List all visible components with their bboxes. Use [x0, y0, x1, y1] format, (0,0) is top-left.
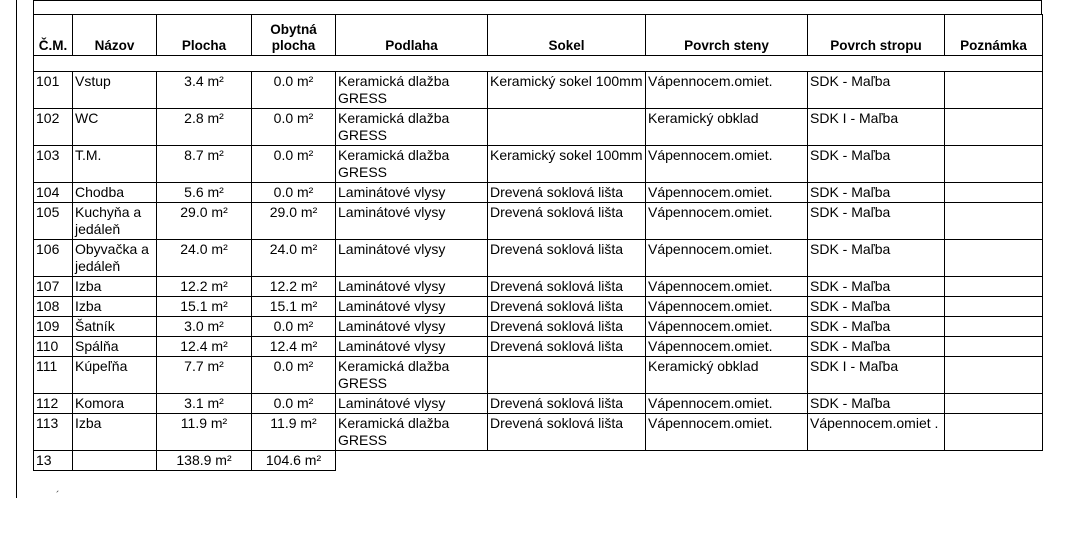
room-number: 102: [34, 109, 73, 146]
room-number: 108: [34, 297, 73, 317]
table-row: [34, 240, 1043, 277]
room-number: 113: [34, 414, 73, 451]
table-row: [34, 146, 1043, 183]
room-number: 110: [34, 337, 73, 357]
room-name: WC: [73, 109, 157, 146]
room-name: Šatník: [73, 317, 157, 337]
wall-finish: Keramický obklad: [646, 357, 808, 394]
table-row: [34, 414, 1043, 451]
header-row: [34, 15, 1043, 56]
room-number: 103: [34, 146, 73, 183]
table-row: [34, 317, 1043, 337]
room-living-area: 0.0 m²: [252, 317, 336, 337]
column-header-name: Názov: [73, 15, 157, 56]
room-number: 105: [34, 203, 73, 240]
room-name: Komora: [73, 394, 157, 414]
table-row: [34, 72, 1043, 109]
room-name: Chodba: [73, 183, 157, 203]
room-area: 2.8 m²: [157, 109, 252, 146]
column-header-area: Plocha: [157, 15, 252, 56]
room-living-area: 15.1 m²: [252, 297, 336, 317]
room-note: [945, 240, 1043, 277]
column-header-number: Č.M.: [34, 15, 73, 56]
room-note: [945, 357, 1043, 394]
table-row: [34, 297, 1043, 317]
room-living-area: 0.0 m²: [252, 394, 336, 414]
room-name: T.M.: [73, 146, 157, 183]
room-note: [945, 317, 1043, 337]
wall-finish: Vápennocem.omiet.: [646, 183, 808, 203]
skirting: Drevená soklová lišta: [488, 203, 646, 240]
room-number: 107: [34, 277, 73, 297]
skirting: Drevená soklová lišta: [488, 183, 646, 203]
room-area: 29.0 m²: [157, 203, 252, 240]
ceiling-finish: SDK - Maľba: [808, 203, 945, 240]
wall-finish: Vápennocem.omiet.: [646, 297, 808, 317]
floor-finish: Keramická dlažba GRESS: [336, 72, 488, 109]
ceiling-finish: SDK - Maľba: [808, 146, 945, 183]
ceiling-finish: SDK - Maľba: [808, 72, 945, 109]
total-name-cell: [73, 451, 157, 471]
table-row: [34, 203, 1043, 240]
room-number: 109: [34, 317, 73, 337]
room-number: 106: [34, 240, 73, 277]
room-number: 111: [34, 357, 73, 394]
room-number: 101: [34, 72, 73, 109]
ceiling-finish: SDK - Maľba: [808, 337, 945, 357]
skirting: Drevená soklová lišta: [488, 277, 646, 297]
table-top-left-tick: [33, 0, 34, 14]
room-living-area: 0.0 m²: [252, 357, 336, 394]
wall-finish: Vápennocem.omiet.: [646, 240, 808, 277]
floor-finish: Laminátové vlysy: [336, 277, 488, 297]
room-area: 3.4 m²: [157, 72, 252, 109]
room-name: Vstup: [73, 72, 157, 109]
skirting: Drevená soklová lišta: [488, 297, 646, 317]
skirting: Drevená soklová lišta: [488, 414, 646, 451]
ceiling-finish: SDK I - Maľba: [808, 109, 945, 146]
room-area: 8.7 m²: [157, 146, 252, 183]
room-area: 15.1 m²: [157, 297, 252, 317]
column-header-ceiling-finish: Povrch stropu: [808, 15, 945, 56]
floor-finish: Laminátové vlysy: [336, 203, 488, 240]
skirting: Keramický sokel 100mm: [488, 72, 646, 109]
wall-finish: Vápennocem.omiet.: [646, 72, 808, 109]
wall-finish: Vápennocem.omiet.: [646, 414, 808, 451]
room-name: Kúpeľňa: [73, 357, 157, 394]
room-number: 112: [34, 394, 73, 414]
corner-mark: ´: [56, 490, 60, 502]
ceiling-finish: SDK - Maľba: [808, 240, 945, 277]
total-empty-cell: [336, 451, 1043, 471]
room-note: [945, 183, 1043, 203]
wall-finish: Keramický obklad: [646, 109, 808, 146]
floor-finish: Keramická dlažba GRESS: [336, 414, 488, 451]
skirting: [488, 109, 646, 146]
wall-finish: Vápennocem.omiet.: [646, 337, 808, 357]
column-header-note: Poznámka: [945, 15, 1043, 56]
skirting: Drevená soklová lišta: [488, 317, 646, 337]
room-area: 5.6 m²: [157, 183, 252, 203]
room-note: [945, 203, 1043, 240]
room-name: Spálňa: [73, 337, 157, 357]
room-note: [945, 72, 1043, 109]
room-note: [945, 277, 1043, 297]
room-area: 11.9 m²: [157, 414, 252, 451]
room-living-area: 12.2 m²: [252, 277, 336, 297]
column-header-wall-finish: Povrch steny: [646, 15, 808, 56]
total-count: 13: [34, 451, 73, 471]
column-header-skirting: Sokel: [488, 15, 646, 56]
floor-finish: Laminátové vlysy: [336, 183, 488, 203]
total-living-area: 104.6 m²: [252, 451, 336, 471]
floor-finish: Laminátové vlysy: [336, 240, 488, 277]
wall-finish: Vápennocem.omiet.: [646, 394, 808, 414]
wall-finish: Vápennocem.omiet.: [646, 277, 808, 297]
ceiling-finish: Vápennocem.omiet .: [808, 414, 945, 451]
floor-finish: Keramická dlažba GRESS: [336, 357, 488, 394]
table-row: [34, 183, 1043, 203]
room-living-area: 0.0 m²: [252, 146, 336, 183]
total-area: 138.9 m²: [157, 451, 252, 471]
room-living-area: 12.4 m²: [252, 337, 336, 357]
wall-finish: Vápennocem.omiet.: [646, 317, 808, 337]
column-header-living-area: Obytná plocha: [252, 15, 336, 56]
room-area: 3.0 m²: [157, 317, 252, 337]
floor-finish: Laminátové vlysy: [336, 297, 488, 317]
room-note: [945, 337, 1043, 357]
ceiling-finish: SDK - Maľba: [808, 277, 945, 297]
wall-finish: Vápennocem.omiet.: [646, 146, 808, 183]
room-living-area: 0.0 m²: [252, 72, 336, 109]
table-row: [34, 337, 1043, 357]
room-living-area: 24.0 m²: [252, 240, 336, 277]
ceiling-finish: SDK - Maľba: [808, 317, 945, 337]
floor-finish: Keramická dlažba GRESS: [336, 109, 488, 146]
room-living-area: 0.0 m²: [252, 183, 336, 203]
page-edge-line: [16, 0, 17, 498]
column-header-floor: Podlaha: [336, 15, 488, 56]
room-area: 7.7 m²: [157, 357, 252, 394]
floor-finish: Laminátové vlysy: [336, 317, 488, 337]
room-name: Izba: [73, 297, 157, 317]
room-living-area: 0.0 m²: [252, 109, 336, 146]
table-row: [34, 357, 1043, 394]
room-note: [945, 146, 1043, 183]
table-row: [34, 109, 1043, 146]
room-note: [945, 297, 1043, 317]
room-area: 12.4 m²: [157, 337, 252, 357]
ceiling-finish: SDK I - Maľba: [808, 357, 945, 394]
room-name: Izba: [73, 414, 157, 451]
wall-finish: Vápennocem.omiet.: [646, 203, 808, 240]
room-schedule-table: [33, 14, 1043, 471]
table-row: [34, 394, 1043, 414]
skirting: Drevená soklová lišta: [488, 240, 646, 277]
skirting: [488, 357, 646, 394]
room-note: [945, 109, 1043, 146]
total-row: [34, 451, 1043, 471]
ceiling-finish: SDK - Maľba: [808, 183, 945, 203]
skirting: Keramický sokel 100mm: [488, 146, 646, 183]
floor-finish: Keramická dlažba GRESS: [336, 146, 488, 183]
room-name: Izba: [73, 277, 157, 297]
room-note: [945, 414, 1043, 451]
room-note: [945, 394, 1043, 414]
room-area: 12.2 m²: [157, 277, 252, 297]
ceiling-finish: SDK - Maľba: [808, 394, 945, 414]
room-area: 3.1 m²: [157, 394, 252, 414]
room-living-area: 11.9 m²: [252, 414, 336, 451]
room-name: Kuchyňa a jedáleň: [73, 203, 157, 240]
room-name: Obyvačka a jedáleň: [73, 240, 157, 277]
skirting: Drevená soklová lišta: [488, 394, 646, 414]
table-top-right-tick: [1041, 0, 1042, 14]
floor-finish: Laminátové vlysy: [336, 337, 488, 357]
floor-finish: Laminátové vlysy: [336, 394, 488, 414]
spacer-row: [34, 56, 1043, 72]
table-row: [34, 277, 1043, 297]
room-living-area: 29.0 m²: [252, 203, 336, 240]
room-area: 24.0 m²: [157, 240, 252, 277]
ceiling-finish: SDK - Maľba: [808, 297, 945, 317]
room-number: 104: [34, 183, 73, 203]
table-top-rule: [33, 0, 1042, 1]
skirting: Drevená soklová lišta: [488, 337, 646, 357]
